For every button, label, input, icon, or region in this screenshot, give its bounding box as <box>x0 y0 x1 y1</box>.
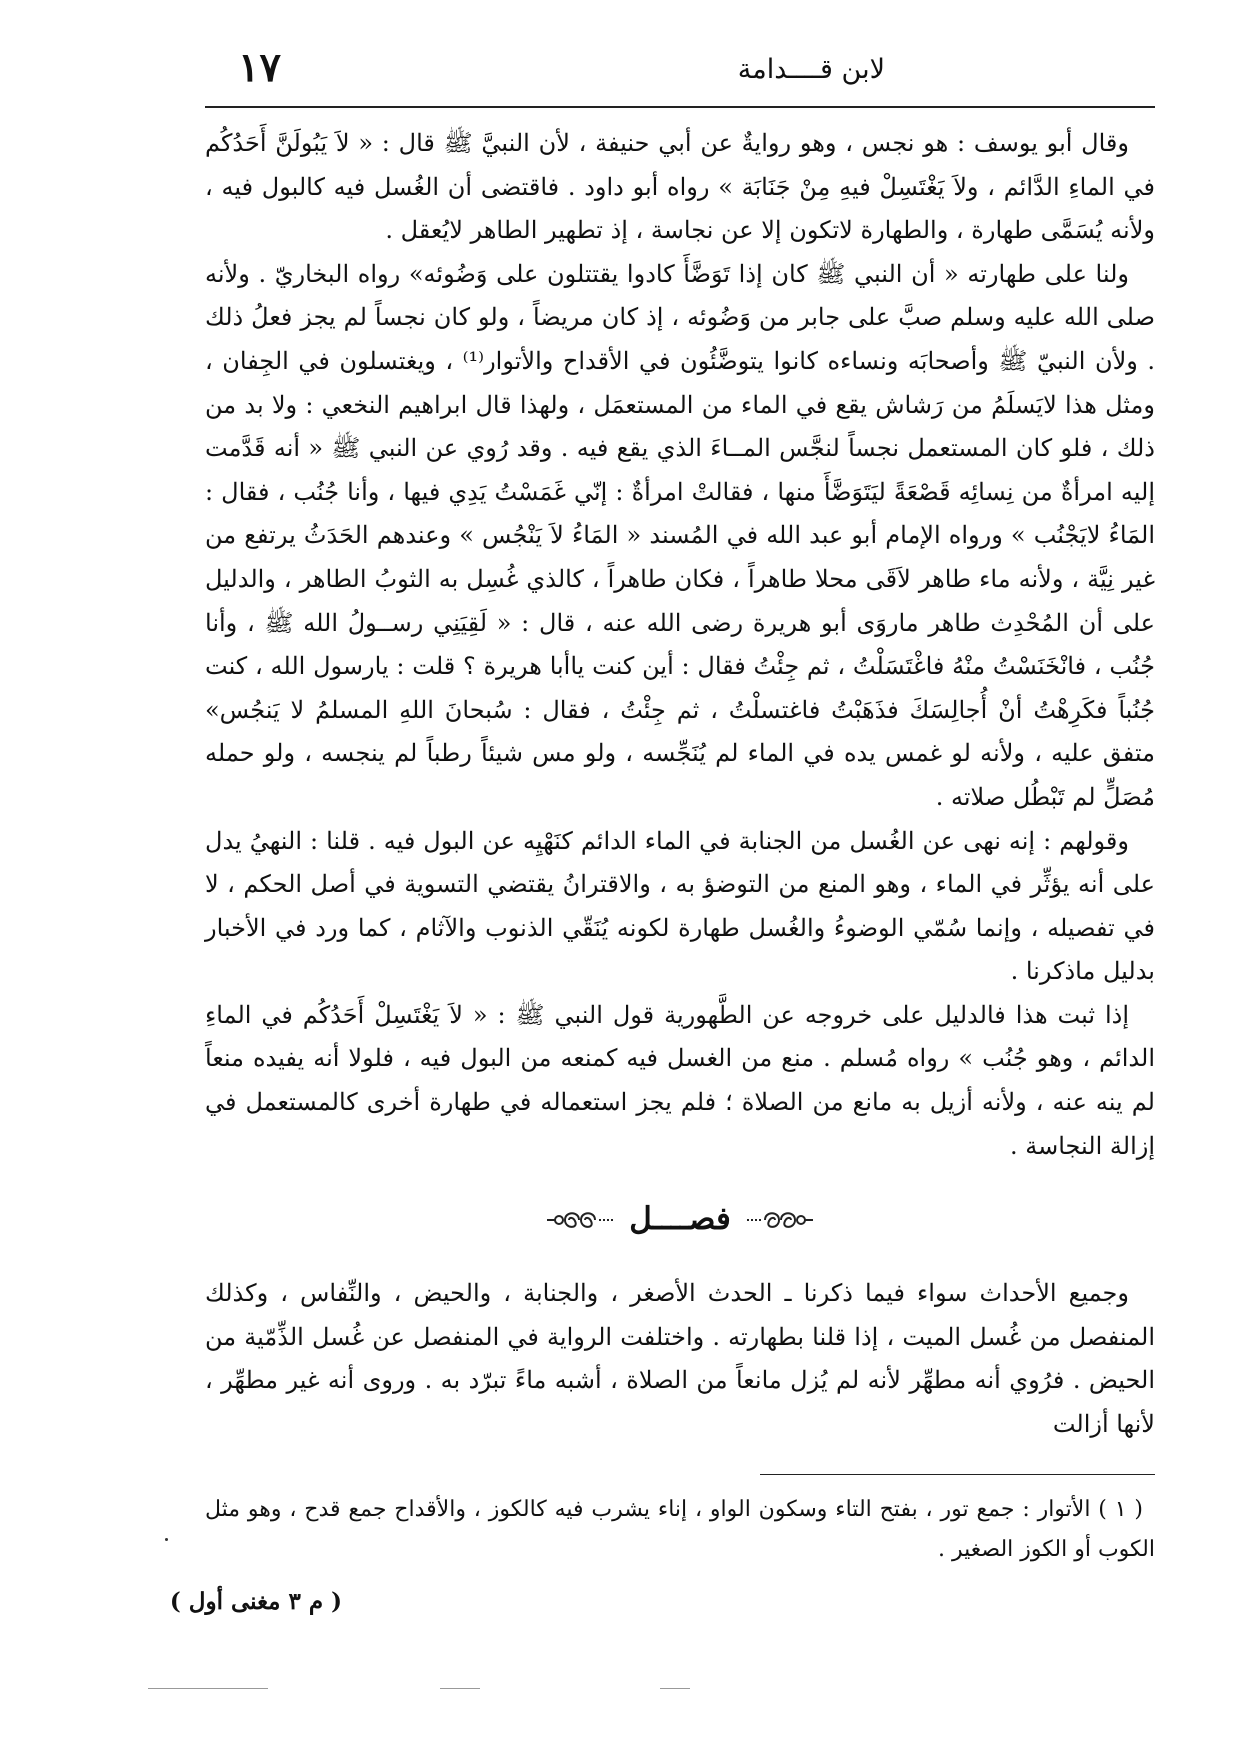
running-title: لابن قــــدامة <box>737 54 885 85</box>
scroll-ornament-icon <box>745 1207 815 1233</box>
main-text <box>205 122 1155 1447</box>
bottom-edge-marks <box>0 1688 1240 1696</box>
paragraph: وجميع الأحداث سواء فيما ذكرنا ـ الحدث الأصغر ، والجنابة ، والحيض ، والنِّفاس ، وكذلك المنفصل من غُسل الميت ، إذا قلنا بطهارته . واختلفت الرواية في المنفصل عن غُسل الذِّمّية من الحيض . فرُوي أنه مطهِّر لأنه لم يُزل مانعاً من الصلاة ، أشبه ماءً تبرّد به . وروى أنه غير مطهِّر ، لأنها أزالت <box>205 1279 1155 1439</box>
running-head <box>210 40 1155 102</box>
footnote <box>205 1490 1155 1570</box>
page-number: ١٧ <box>238 44 281 91</box>
section-heading-label: فصــــل <box>629 1201 731 1238</box>
footnote-text: ( ١ ) الأتوار : جمع تور ، بفتح التاء وسكون الواو ، إناء يشرب فيه كالكوز ، والأقداح جمع قدح ، وهو مثل الكوب أو الكوز الصغير . <box>205 1497 1155 1562</box>
paragraph: ولنا على طهارته « أن النبي ﷺ كان إذا تَوَضَّأَ كادوا يقتتلون على وَضُوئه» رواه البخاريّ . ولأنه صلى الله عليه وسلم صبَّ على جابر من وَضُوئه ، إذ كان مريضاً ، ولو كان نجساً لم يجز فعلُ ذلك . ولأن النبيّ ﷺ وأصحابَه ونساءه كانوا يتوضَّئُون في الأقداح والأتوار⁽¹⁾ ، ويغتسلون في الجِفان ، ومثل هذا لايَسلَمُ من رَشاش يقع في الماء من المستعمَل ، ولهذا قال ابراهيم النخعي : ولا بد من ذلك ، فلو كان المستعمل نجساً لنجَّس المــاءَ الذي يقع فيه . وقد رُوي عن النبي ﷺ « أنه قَدَّمت إليه امرأةٌ من نِسائِه قَصْعَةً ليَتَوَضَّأَ منها ، فقالتْ امرأةٌ : إنّي غَمَسْتُ يَدِي فيها ، وأنا جُنُب ، فقال : المَاءُ لايَجْنُب » ورواه الإمام أبو عبد الله في المُسند « المَاءُ لاَ يَنْجُس » وعندهم الحَدَثُ يرتفع من غير نِيَّة ، ولأنه ماء طاهر لاَقَى محلا طاهراً ، فكان طاهراً ، كالذي غُسِل به الثوبُ الطاهر ، والدليل على أن المُحْدِث طاهر ماروَى أبو هريرة رضى الله عنه ، قال : « لَقِيَنِي رســولُ الله ﷺ ، وأنا جُنُب ، فانْخَنَسْتُ منْهُ فاغْتَسَلْتُ ، ثم جِئْتُ فقال : أين كنت ياأبا هريرة ؟ قلت : يارسول الله ، كنت جُنُباً فكَرِهْتُ أنْ أُجالِسَكَ فذَهَبْتُ فاغتسلْتُ ، ثم جِئْتُ ، فقال : سُبحانَ اللهِ المسلمُ لا يَنجُس» متفق عليه ، ولأنه لو غمس يده في الماء لم يُنَجِّسه ، ولو مس شيئاً رطباً لم ينجسه ، ولو حمله مُصَلٍّ لم تَبْطُل صلاته . <box>205 259 1156 811</box>
paragraph: وقولهم : إنه نهى عن الغُسل من الجنابة في الماء الدائم كنَهْيِه عن البول فيه . قلنا : النهيُ يدل على أنه يؤثِّر في الماء ، وهو المنع من التوضؤ به ، والاقترانُ يقتضي التسوية في أصل الحكم ، لا في تفصيله ، وإنما سُمّي الوضوءُ والغُسل طهارة لكونه يُنَقّي الذنوب والآثام ، كما ورد في الأخبار بدليل ماذكرنا . <box>205 826 1155 986</box>
paragraph: وقال أبو يوسف : هو نجس ، وهو روايةٌ عن أبي حنيفة ، لأن النبيَّ ﷺ قال : « لاَ يَبُولَنَّ أَحَدُكُم في الماءِ الدَّائم ، ولاَ يَغْتَسِلْ فيهِ مِنْ جَنَابَة » رواه أبو داود . فاقتضى أن الغُسل فيه كالبول فيه ، ولأنه يُسَمَّى طهارة ، والطهارة لاتكون إلا عن نجاسة ، إذ تطهير الطاهر لايُعقل . <box>205 129 1155 245</box>
header-rule <box>205 106 1155 108</box>
printer-signature: ( م ٣ مغنى أول ) <box>169 1588 342 1615</box>
section-heading <box>205 1168 1155 1272</box>
footnote-rule <box>760 1474 1155 1475</box>
paragraph: إذا ثبت هذا فالدليل على خروجه عن الطَّهورية قول النبي ﷺ : « لاَ يَغْتَسِلْ أَحَدُكُم في الماءِ الدائم ، وهو جُنُب » رواه مُسلم . منع من الغسل فيه كمنعه من البول فيه ، فلولا أنه يفيده منعاً لم ينه عنه ، ولأنه أزيل به مانع من الصلاة ؛ فلم يجز استعماله في طهارة أخرى كالمستعمل في إزالة النجاسة . <box>205 1000 1155 1160</box>
scroll-ornament-icon <box>545 1207 615 1233</box>
print-speck <box>165 1538 168 1541</box>
